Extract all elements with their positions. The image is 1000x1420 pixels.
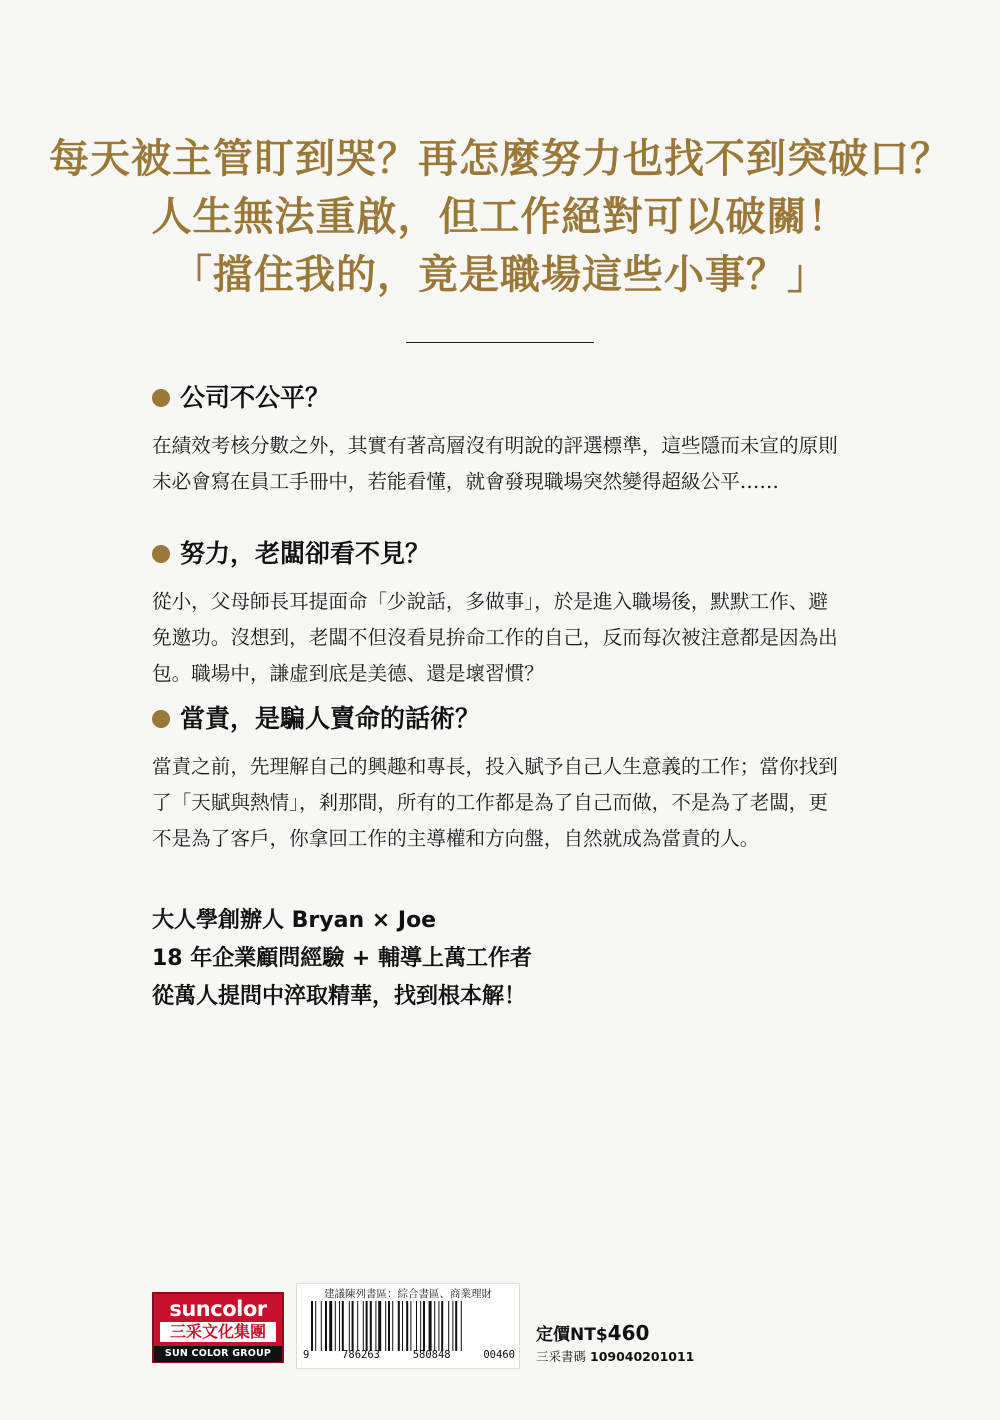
bullet-icon [152, 710, 170, 728]
author-line-1: 大人學創辦人 Bryan × Joe [152, 908, 437, 933]
price [536, 1320, 649, 1345]
headline-line-3: 「擋住我的，竟是職場這些小事？」 [172, 252, 828, 298]
author-blurb [152, 902, 532, 1016]
headline-line-2: 人生無法重啟，但工作絕對可以破關！ [151, 194, 849, 240]
section-unfair [152, 382, 842, 500]
section-accountability [152, 703, 842, 857]
headline-line-1: 每天被主管盯到哭？再怎麼努力也找不到突破口？ [49, 136, 951, 182]
section-heading [152, 703, 842, 735]
barcode-number [303, 1349, 515, 1361]
price-amount: 460 [607, 1321, 650, 1345]
bullet-icon [152, 545, 170, 563]
barcode-digit-group: 580848 [412, 1349, 451, 1361]
bullet-icon [152, 389, 170, 407]
barcode-digit-group: 00460 [483, 1349, 515, 1361]
section-effort [152, 538, 842, 692]
section-title: 公司不公平？ [180, 383, 331, 412]
shelf-category: 建議陳列書區：綜合書區、商業理財 [324, 1288, 492, 1300]
logo-group-name: SUN COLOR GROUP [154, 1346, 282, 1362]
book-code-value: 109040201011 [590, 1349, 695, 1364]
barcode-panel [296, 1283, 520, 1369]
price-label: 定價NT$ [536, 1325, 608, 1345]
author-line-2: 18 年企業顧問經驗 + 輔導上萬工作者 [152, 946, 533, 971]
logo-wordmark: suncolor [169, 1297, 267, 1321]
logo-chinese-name: 三采文化集團 [160, 1322, 276, 1342]
section-body: 當責之前，先理解自己的興趣和專長，投入賦予自己人生意義的工作；當你找到了「天賦與熱情」，剎那間，所有的工作都是為了自己而做，不是為了老闆，更不是為了客戶，你拿回工作的主導權和方向盤，自然就成為當責的人。 [152, 755, 838, 850]
book-code-label: 三采書碼 [536, 1349, 587, 1364]
barcode-digit-group: 786263 [342, 1349, 380, 1361]
section-heading [152, 538, 842, 570]
publisher-logo [152, 1292, 284, 1363]
barcode-icon [311, 1301, 507, 1351]
section-body: 從小，父母師長耳提面命「少說話，多做事」，於是進入職場後，默默工作、避免邀功。沒想到，老闆不但沒看見拚命工作的自己，反而每次被注意都是因為出包。職場中，謙虛到底是美德、還是壞習慣？ [152, 590, 838, 685]
book-code [536, 1347, 694, 1365]
barcode-digit-group: 9 [303, 1349, 310, 1361]
section-title: 當責，是騙人賣命的話術？ [180, 704, 481, 733]
divider [406, 342, 594, 343]
section-body: 在績效考核分數之外，其實有著高層沒有明說的評選標準，這些隱而未宣的原則未必會寫在員工手冊中，若能看懂，就會發現職場突然變得超級公平…… [152, 434, 838, 493]
author-line-3: 從萬人提問中淬取精華，找到根本解！ [152, 984, 527, 1009]
section-heading [152, 382, 842, 414]
headline [0, 130, 1000, 304]
section-title: 努力，老闆卻看不見？ [180, 539, 431, 568]
